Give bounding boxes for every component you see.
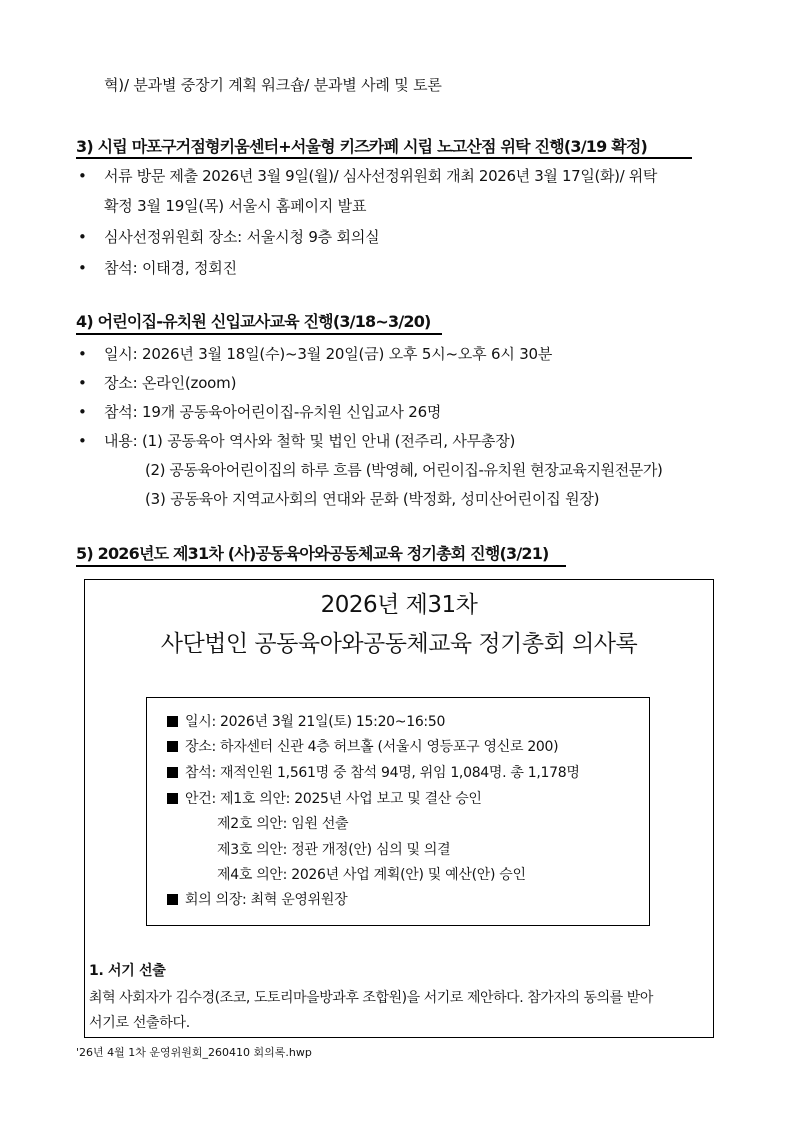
square-bullet-icon (167, 793, 178, 804)
item1-body: 최혁 사회자가 김수경(조코, 도토리마을방과후 조합원)을 서기로 제안하다. 참가자의 동의를 받아 (89, 990, 653, 1006)
section4-item: 장소: 온라인(zoom) (104, 374, 237, 392)
minutes-title-line2: 사단법인 공동육아와공동체교육 정기총회 의사록 (160, 631, 638, 657)
section3-underline (76, 157, 692, 159)
minutes-title-line1: 2026년 제31차 (320, 592, 478, 618)
summary-item: 일시: 2026년 3월 21일(토) 15:20~16:50 (167, 712, 445, 732)
section4-item: 참석: 19개 공동육아어린이집-유치원 신입교사 26명 (104, 403, 442, 421)
section4-item-cont: (2) 공동육아어린이집의 하루 흐름 (박영혜, 어린이집-유치원 현장교육지원전문가) (145, 461, 663, 479)
section4-underline (76, 333, 442, 335)
bullet: • (78, 403, 87, 421)
section3-item: 서류 방문 제출 2026년 3월 9일(월)/ 심사선정위원회 개최 2026년 3월 17일(화)/ 위탁 (104, 167, 658, 185)
square-bullet-icon (167, 741, 178, 752)
bullet: • (78, 345, 87, 363)
section5-underline (76, 565, 566, 567)
section3-heading: 3) 시립 마포구거점형키움센터+서울형 키즈카페 시립 노고산점 위탁 진행(3/19 확정) (76, 137, 648, 156)
summary-item: 회의 의장: 최혁 운영위원장 (167, 890, 347, 910)
section4-item: 내용: (1) 공동육아 역사와 철학 및 법인 안내 (전주리, 사무총장) (104, 432, 516, 450)
section4-item: 일시: 2026년 3월 18일(수)~3월 20일(금) 오후 5시~오후 6시 30분 (104, 345, 553, 363)
bullet: • (78, 228, 87, 246)
summary-item: 장소: 하자센터 신관 4층 허브홀 (서울시 영등포구 영신로 200) (167, 737, 558, 757)
bullet: • (78, 167, 87, 185)
summary-item: 참석: 재적인원 1,561명 중 참석 94명, 위임 1,084명. 총 1,178명 (167, 763, 580, 783)
section4-item-cont: (3) 공동육아 지역교사회의 연대와 문화 (박정화, 성미산어린이집 원장) (145, 490, 600, 508)
item1-heading: 1. 서기 선출 (89, 963, 166, 979)
square-bullet-icon (167, 716, 178, 727)
section3-item: 참석: 이태경, 정회진 (104, 259, 237, 277)
footer-filename: '26년 4월 1차 운영위원회_260410 회의록.hwp (76, 1046, 312, 1059)
summary-item-cont: 제2호 의안: 임원 선출 (217, 816, 349, 832)
section4-heading: 4) 어린이집-유치원 신입교사교육 진행(3/18~3/20) (76, 312, 431, 331)
section3-item: 심사선정위원회 장소: 서울시청 9층 회의실 (104, 228, 380, 246)
summary-item-cont: 제3호 의안: 정관 개정(안) 심의 및 의결 (217, 842, 451, 858)
summary-item: 안건: 제1호 의안: 2025년 사업 보고 및 결산 승인 (167, 789, 482, 809)
section5-heading: 5) 2026년도 제31차 (사)공동육아와공동체교육 정기총회 진행(3/21) (76, 544, 549, 563)
bullet: • (78, 432, 87, 450)
bullet: • (78, 259, 87, 277)
bullet: • (78, 374, 87, 392)
intro-line: 혁)/ 분과별 중장기 계획 워크숍/ 분과별 사례 및 토론 (104, 76, 442, 94)
summary-item-cont: 제4호 의안: 2026년 사업 계획(안) 및 예산(안) 승인 (217, 867, 526, 883)
square-bullet-icon (167, 894, 178, 905)
section3-item-cont: 확정 3월 19일(목) 서울시 홈페이지 발표 (104, 197, 367, 215)
square-bullet-icon (167, 767, 178, 778)
item1-body-cont: 서기로 선출하다. (89, 1015, 190, 1031)
